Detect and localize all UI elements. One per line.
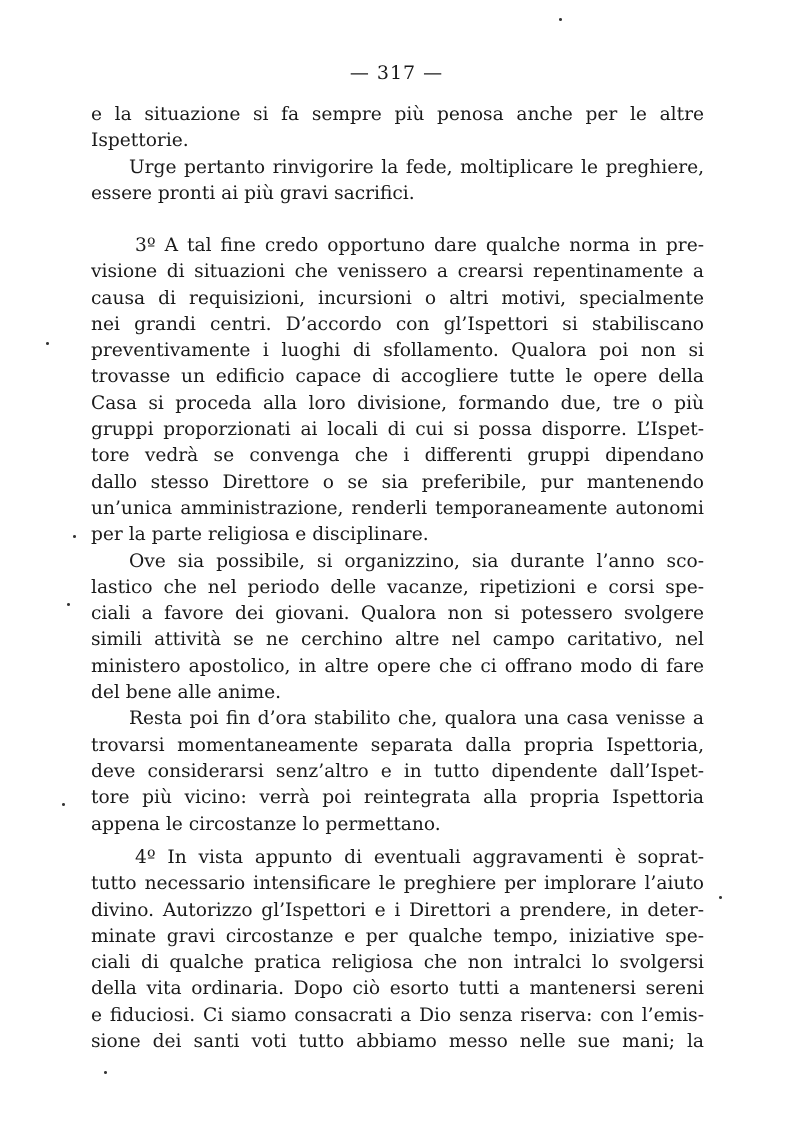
text-line: del bene alle anime. (91, 682, 282, 704)
text-line: un’unica amministrazione, renderli temporaneamente autonomi (91, 497, 704, 519)
text-line: minate gravi circostanze e per qualche tempo, iniziative spe- (91, 925, 704, 947)
scan-speck (719, 896, 722, 899)
text-line: preventivamente i luoghi di sfollamento. Qualora poi non si (91, 340, 704, 362)
text-line: visione di situazioni che venissero a crearsi repentinamente a (91, 261, 704, 283)
scan-speck (104, 1071, 107, 1074)
text-line: della vita ordinaria. Dopo ciò esorto tutti a mantenersi sereni (91, 978, 704, 1000)
text-line: deve considerarsi senz’altro e in tutto dipendente dall’Ispet- (91, 760, 704, 782)
scan-speck (62, 803, 65, 806)
text-line: ministero apostolico, in altre opere che ci offrano modo di fare (91, 655, 704, 677)
text-line: ciali di qualche pratica religiosa che non intralci lo svolgersi (91, 952, 704, 974)
text-line: nei grandi centri. D’accordo con gl’Ispettori si stabiliscano (91, 313, 704, 335)
section-3 (91, 233, 704, 838)
scan-speck (73, 535, 76, 538)
text-line: tore vedrà se convenga che i differenti gruppi dipendano (91, 445, 704, 467)
text-line: lastico che nel periodo delle vacanze, ripetizioni e corsi spe- (91, 576, 704, 598)
text-line: Casa si proceda alla loro divisione, formando due, tre o più (91, 392, 704, 414)
scan-speck (559, 18, 562, 21)
text-line: appena le circostanze lo permettano. (91, 813, 441, 835)
text-line: Urge pertanto rinvigorire la fede, moltiplicare le preghiere, (129, 156, 704, 178)
text-line: tutto necessario intensificare le preghiere per implorare l’aiuto (91, 873, 704, 895)
text-line: tore più vicino: verrà poi reintegrata alla propria Ispettoria (91, 787, 704, 809)
text-line: dallo stesso Direttore o se sia preferibile, pur mantenendo (91, 471, 704, 493)
text-line: 4º In vista appunto di eventuali aggravamenti è soprat- (135, 847, 704, 868)
text-line: e la situazione si fa sempre più penosa anche per le altre (91, 104, 704, 125)
text-line: ciali a favore dei giovani. Qualora non si potessero svolgere (91, 603, 704, 625)
text-line: Ispettorie. (91, 130, 189, 152)
text-line: essere pronti ai più gravi sacrifici. (91, 182, 415, 204)
text-line: divino. Autorizzo gl’Ispettori e i Direttori a prendere, in deter- (91, 899, 704, 921)
text-line: Ove sia possibile, si organizzino, sia durante l’anno sco- (129, 550, 704, 572)
text-line: e fiduciosi. Ci siamo consacrati a Dio senza riserva: con l’emis- (91, 1004, 704, 1026)
section-4 (91, 845, 704, 1055)
text-line: trovarsi momentaneamente separata dalla propria Ispettoria, (91, 734, 704, 756)
text-line: trovasse un edificio capace di accogliere tutte le opere della (91, 366, 704, 388)
text-line: gruppi proporzionati ai locali di cui si possa disporre. L’Ispet- (91, 419, 704, 441)
text-line: sione dei santi voti tutto abbiamo messo nelle sue mani; la (91, 1031, 704, 1053)
text-line: 3º A tal fine credo opportuno dare qualche norma in pre- (135, 235, 704, 256)
scan-speck (46, 342, 49, 345)
scan-speck (67, 603, 70, 606)
text-line: simili attività se ne cerchino altre nel campo caritativo, nel (91, 629, 704, 651)
text-line: Resta poi fin d’ora stabilito che, qualora una casa venisse a (129, 708, 704, 730)
page-number: — 317 — (349, 62, 444, 84)
text-line: per la parte religiosa e disciplinare. (91, 524, 429, 546)
paragraph-continuation (91, 102, 704, 207)
text-line: causa di requisizioni, incursioni o altri motivi, specialmente (91, 287, 704, 309)
